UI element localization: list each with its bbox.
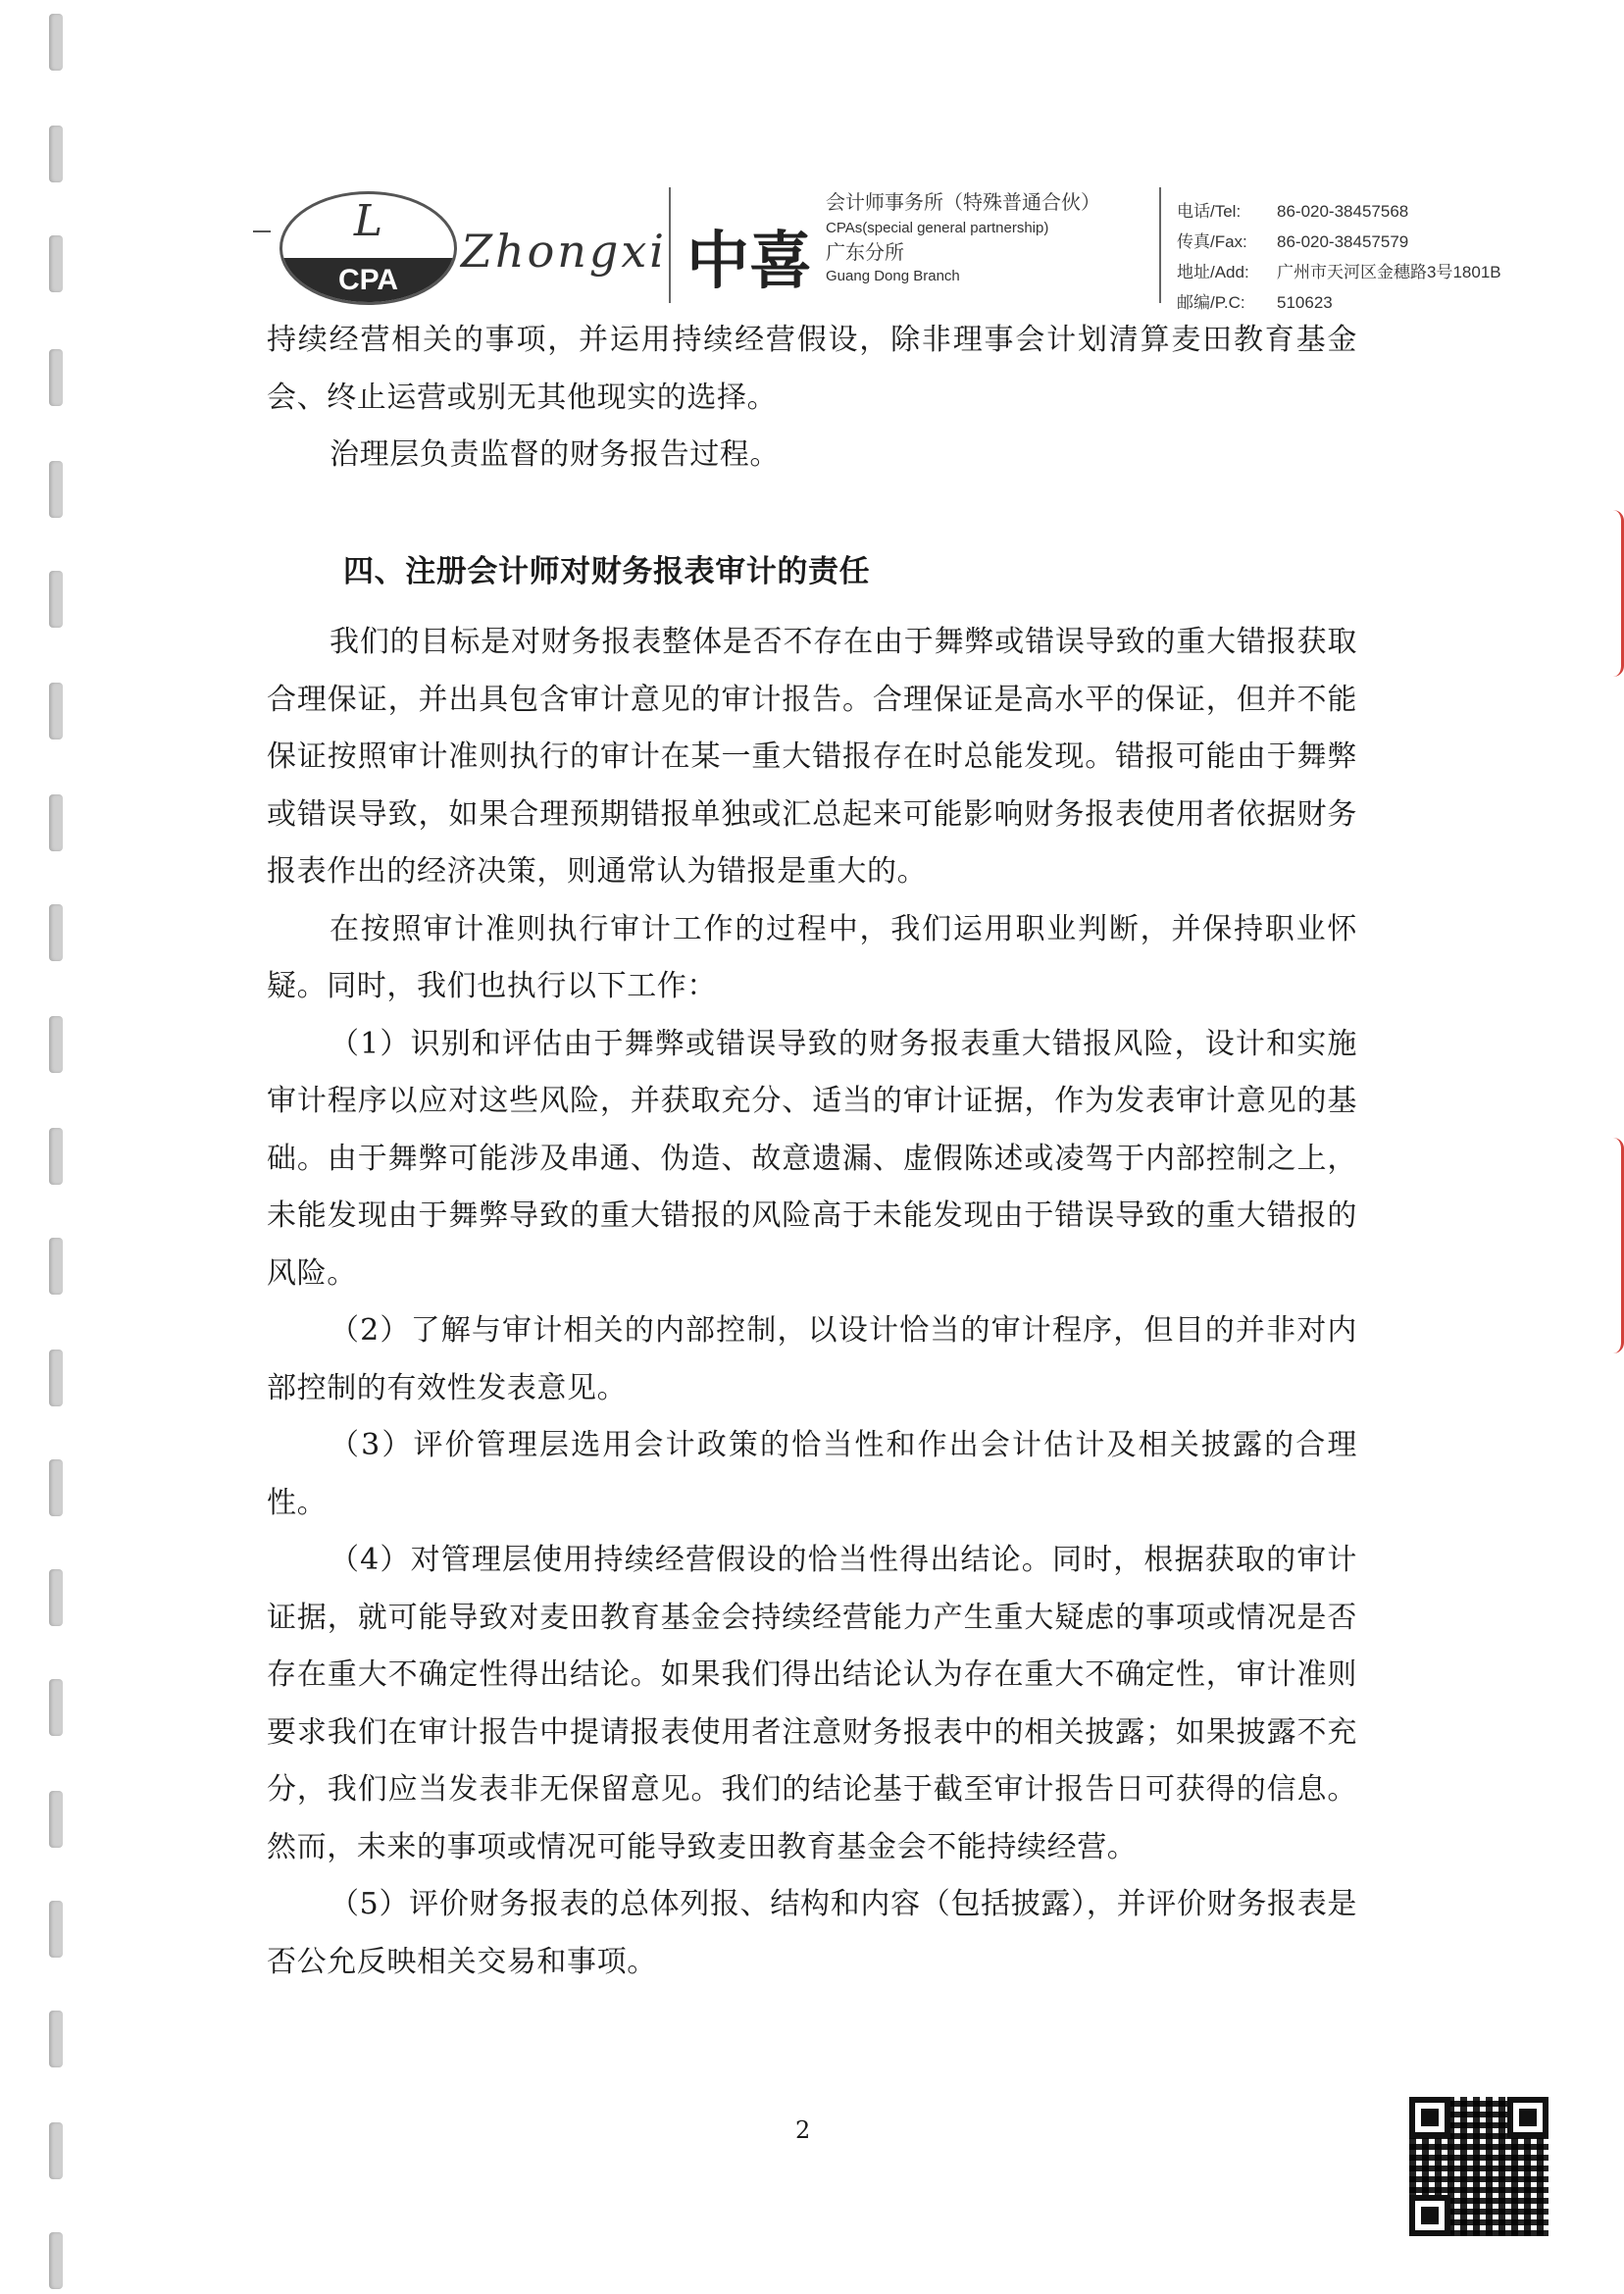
cpa-logo (279, 191, 457, 305)
branch-cn: 广东分所 (826, 242, 904, 264)
firm-type-cn: 会计师事务所（特殊普通合伙） (826, 192, 1100, 214)
report-body (267, 312, 1357, 1991)
logo-script: L (353, 196, 383, 246)
latin-firm-name: Zhongxi (461, 225, 668, 278)
paragraph: 我们的目标是对财务报表整体是否不存在由于舞弊或错误导致的重大错报获取合理保证，并出具包含审计意见的审计报告。合理保证是高水平的保证，但并不能保证按照审计准则执行的审计在某一重大错报存在时总能发现。错报可能由于舞弊或错误导致，如果合理预期错报单独或汇总起来可能影响财务报表使用者依据财务报表作出的经济决策，则通常认为错报是重大的。 (267, 625, 1357, 889)
header-divider (669, 187, 671, 303)
branch-en: Guang Dong Branch (826, 268, 960, 284)
contact-row: 电话/Tel: 86-020-38457568 (1177, 202, 1409, 221)
firm-info (826, 193, 1100, 283)
letterhead (265, 181, 1520, 314)
list-item: （4）对管理层使用持续经营假设的恰当性得出结论。同时，根据获取的审计证据，就可能导致对麦田教育基金会持续经营能力产生重大疑虑的事项或情况是否存在重大不确定性得出结论。如果我们得出结论认为存在重大不确定性，审计准则要求我们在审计报告中提请报表使用者注意财务报表中的相关披露；如果披露不充分，我们应当发表非无保留意见。我们的结论基于截至审计报告日可获得的信息。然而，未来的事项或情况可能导致麦田教育基金会不能持续经营。 (267, 1543, 1357, 1864)
contact-info (1177, 197, 1501, 319)
binding-holes (0, 0, 88, 2294)
list-item: （2）了解与审计相关的内部控制，以设计恰当的审计程序，但目的并非对内部控制的有效性发表意见。 (267, 1313, 1357, 1405)
contact-row: 传真/Fax: 86-020-38457579 (1177, 232, 1409, 251)
seal-edge (1613, 510, 1624, 677)
seal-edge (1613, 1138, 1624, 1353)
paragraph: 持续经营相关的事项，并运用持续经营假设，除非理事会计划清算麦田教育基金会、终止运营或别无其他现实的选择。 (267, 323, 1357, 415)
list-item: （5）评价财务报表的总体列报、结构和内容（包括披露），并评价财务报表是否公允反映相关交易和事项。 (267, 1887, 1357, 1979)
qr-code (1409, 2097, 1548, 2236)
section-heading: 四、注册会计师对财务报表审计的责任 (343, 553, 871, 589)
contact-row: 邮编/P.C: 510623 (1177, 293, 1333, 312)
paragraph: 在按照审计准则执行审计工作的过程中，我们运用职业判断，并保持职业怀疑。同时，我们也执行以下工作： (267, 911, 1357, 1003)
list-item: （3）评价管理层选用会计政策的恰当性和作出会计估计及相关披露的合理性。 (267, 1428, 1357, 1520)
firm-type-en: CPAs(special general partnership) (826, 220, 1049, 236)
paragraph: 治理层负责监督的财务报告过程。 (330, 437, 780, 472)
header-divider (1159, 187, 1161, 303)
chinese-firm-name: 中喜 (686, 225, 812, 298)
page-number: 2 (795, 2116, 811, 2144)
contact-row: 地址/Add: 广州市天河区金穗路3号1801B (1177, 263, 1501, 281)
list-item: （1）识别和评估由于舞弊或错误导致的财务报表重大错报风险，设计和实施审计程序以应对这些风险，并获取充分、适当的审计证据，作为发表审计意见的基础。由于舞弊可能涉及串通、伪造、故意遗漏、虚假陈述或凌驾于内部控制之上，未能发现由于舞弊导致的重大错报的风险高于未能发现由于错误导致的重大错报的风险。 (267, 1026, 1357, 1291)
header-dash (253, 230, 271, 232)
logo-text: CPA (282, 258, 454, 302)
